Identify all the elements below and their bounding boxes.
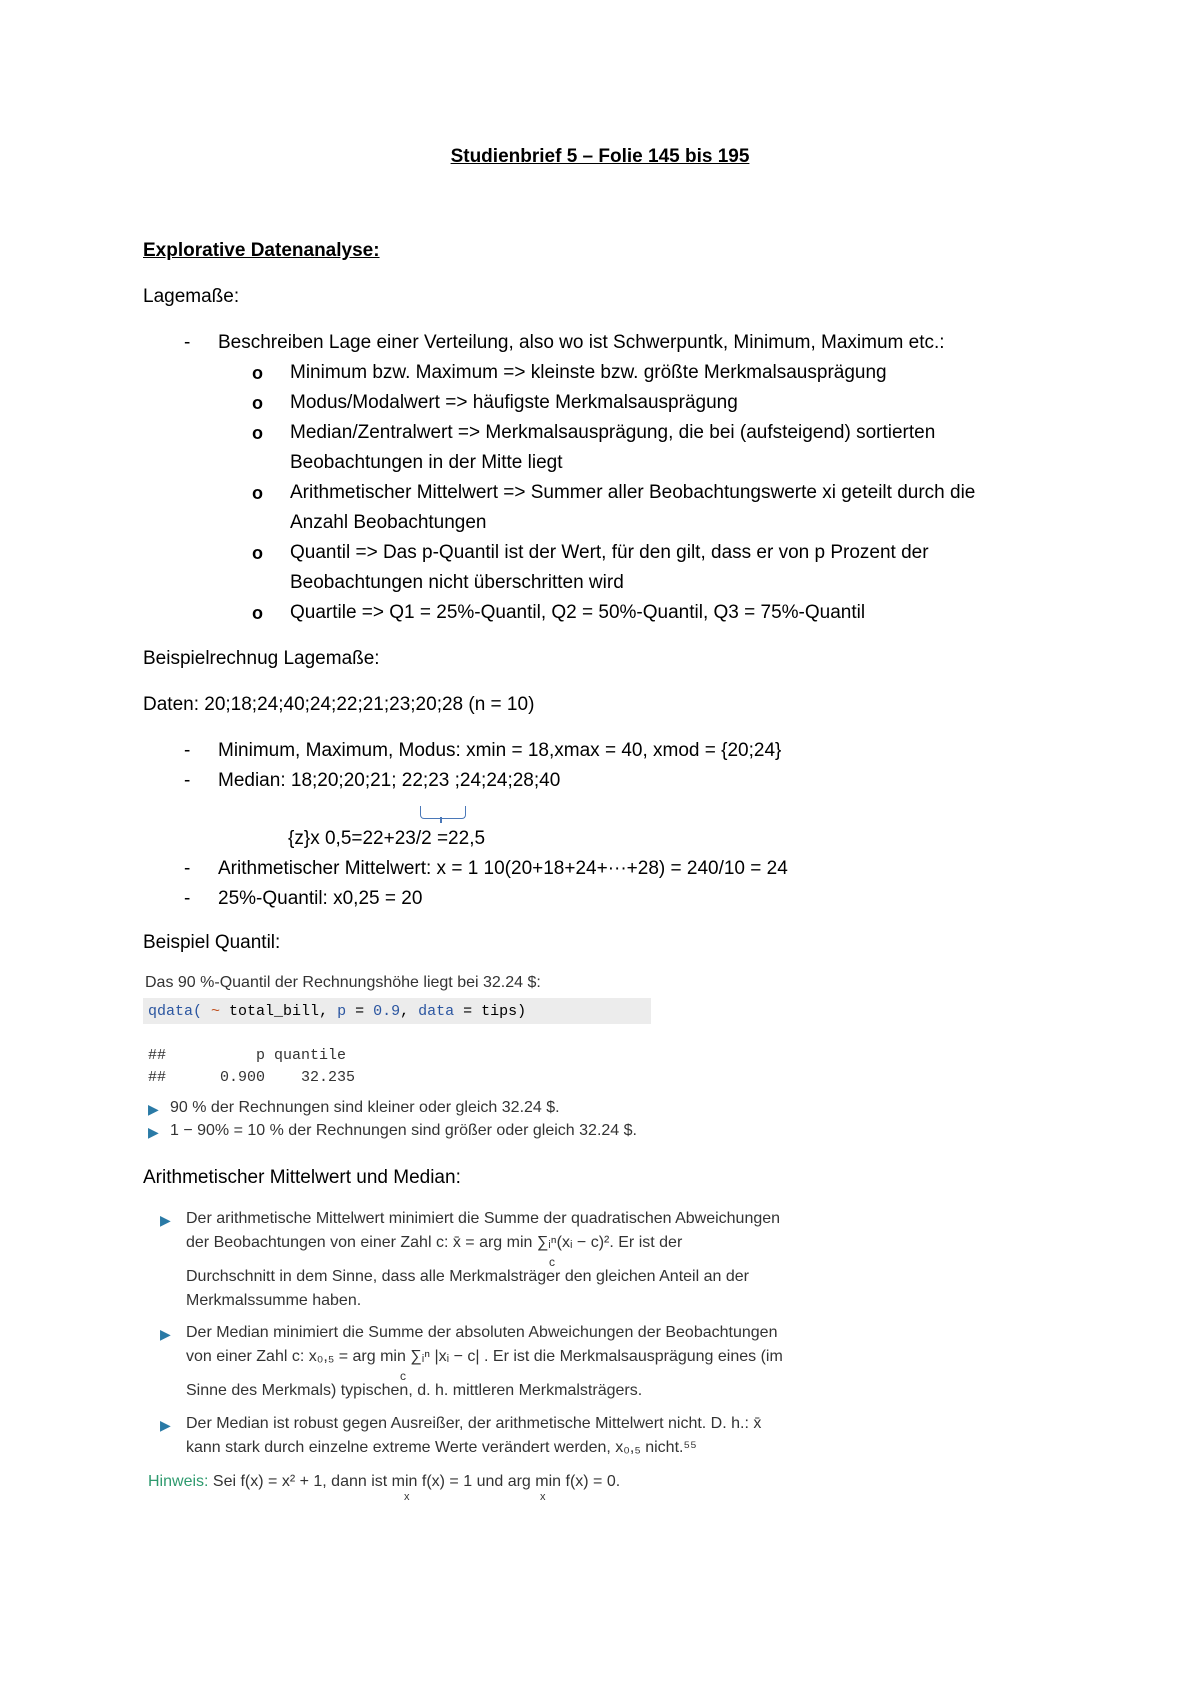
lagemasse-label: Lagemaße: (143, 286, 240, 307)
dash-bullet: - (184, 858, 191, 879)
o-bullet: o (252, 483, 263, 503)
code-comma: , (400, 1003, 419, 1020)
right-triangle-icon: ▶ (160, 1417, 171, 1433)
min-subscript: x (404, 1491, 410, 1503)
sub-bullet-text: Arithmetischer Mittelwert => Summer aller Beobachtungswerte xi geteilt durch die (290, 482, 976, 503)
calc-median: Median: 18;20;20;21; 22;23 ;24;24;28;40 (218, 770, 561, 791)
code-line (148, 1003, 526, 1020)
slide-bullet-line: Sinne des Merkmals) typischen, d. h. mittleren Merkmalsträgers. (186, 1382, 643, 1399)
o-bullet: o (252, 363, 263, 383)
quantil-intro: Das 90 %-Quantil der Rechnungshöhe liegt bei 32.24 $: (145, 974, 541, 991)
sub-bullet-continuation: Beobachtungen in der Mitte liegt (290, 452, 563, 473)
right-triangle-icon: ▶ (148, 1124, 159, 1140)
hinweis-text: Sei f(x) = x² + 1, dann ist min f(x) = 1 und arg min f(x) = 0. (208, 1473, 621, 1490)
code-arg: total_bill, (220, 1003, 338, 1020)
code-output-line: ## 0.900 32.235 (148, 1069, 356, 1086)
slide-bullet-line: Durchschnitt in dem Sinne, dass alle Merkmalsträger den gleichen Anteil an der (186, 1268, 749, 1285)
mittelwert-heading: Arithmetischer Mittelwert und Median: (143, 1167, 461, 1188)
argmin-subscript: c (400, 1369, 406, 1383)
code-tilde: ~ (211, 1003, 221, 1020)
median-formula: {z}x 0,5=22+23/2 =22,5 (288, 828, 486, 849)
page-title: Studienbrief 5 – Folie 145 bis 195 (450, 146, 750, 167)
quantil-bullet: 90 % der Rechnungen sind kleiner oder gleich 32.24 $. (170, 1099, 560, 1116)
code-data-val: tips) (481, 1003, 527, 1020)
code-p-val: 0.9 (373, 1003, 401, 1020)
code-eq: = (454, 1003, 482, 1020)
slide-bullet-line: Der arithmetische Mittelwert minimiert die Summe der quadratischen Abweichungen (186, 1210, 781, 1227)
sub-bullet-text: Modus/Modalwert => häufigste Merkmalsausprägung (290, 392, 738, 413)
sub-bullet-text: Minimum bzw. Maximum => kleinste bzw. größte Merkmalsausprägung (290, 362, 887, 383)
dash-bullet: - (184, 770, 191, 791)
right-triangle-icon: ▶ (148, 1101, 159, 1117)
hinweis-line (148, 1473, 620, 1491)
sub-bullet-text: Median/Zentralwert => Merkmalsausprägung, die bei (aufsteigend) sortierten (290, 422, 936, 443)
sub-bullet-continuation: Anzahl Beobachtungen (290, 512, 487, 533)
dash-bullet: - (184, 740, 191, 761)
sub-bullet-continuation: Beobachtungen nicht überschritten wird (290, 572, 624, 593)
slide-bullet-line: kann stark durch einzelne extreme Werte verändert werden, x₀,₅ nicht.⁵⁵ (186, 1439, 697, 1456)
beispiel-quantil-heading: Beispiel Quantil: (143, 932, 281, 953)
calc-quantil25: 25%-Quantil: x0,25 = 20 (218, 888, 423, 909)
slide-bullet-line: von einer Zahl c: x₀,₅ = arg min ∑ᵢⁿ |xᵢ − c| . Er ist die Merkmalsausprägung eines (im (186, 1348, 783, 1365)
main-bullet-text: Beschreiben Lage einer Verteilung, also wo ist Schwerpuntk, Minimum, Maximum etc.: (218, 332, 945, 353)
dash-bullet: - (184, 332, 191, 353)
calc-min-max: Minimum, Maximum, Modus: xmin = 18,xmax = 40, xmod = {20;24} (218, 740, 782, 761)
hinweis-label: Hinweis: (148, 1473, 209, 1490)
code-p-name: p (337, 1003, 347, 1020)
beispiel-heading: Beispielrechnug Lagemaße: (143, 648, 380, 669)
calc-mean: Arithmetischer Mittelwert: x = 1 10(20+18+24+···+28) = 240/10 = 24 (218, 858, 788, 879)
section-heading: Explorative Datenanalyse: (143, 240, 380, 261)
quantil-bullet: 1 − 90% = 10 % der Rechnungen sind größer oder gleich 32.24 $. (170, 1122, 637, 1139)
code-eq: = (346, 1003, 374, 1020)
sub-bullet-text: Quartile => Q1 = 25%-Quantil, Q2 = 50%-Quantil, Q3 = 75%-Quantil (290, 602, 866, 623)
slide-bullet-line: Merkmalssumme haben. (186, 1292, 362, 1309)
argmin-subscript: x (540, 1491, 546, 1503)
slide-bullet-line: Der Median ist robust gegen Ausreißer, der arithmetische Mittelwert nicht. D. h.: x̄ (186, 1415, 762, 1432)
o-bullet: o (252, 603, 263, 623)
argmin-subscript: c (549, 1255, 555, 1269)
sub-bullet-text: Quantil => Das p-Quantil ist der Wert, für den gilt, dass er von p Prozent der (290, 542, 929, 563)
right-triangle-icon: ▶ (160, 1212, 171, 1228)
code-output-line: ## p quantile (148, 1047, 347, 1064)
code-fn: qdata( (148, 1003, 203, 1020)
o-bullet: o (252, 393, 263, 413)
slide-bullet-line: der Beobachtungen von einer Zahl c: x̄ = arg min ∑ᵢⁿ(xᵢ − c)². Er ist der (186, 1234, 683, 1251)
right-triangle-icon: ▶ (160, 1326, 171, 1342)
underbrace-tip (440, 817, 442, 823)
slide-bullet-line: Der Median minimiert die Summe der absoluten Abweichungen der Beobachtungen (186, 1324, 778, 1341)
o-bullet: o (252, 543, 263, 563)
underbrace-icon (420, 806, 466, 819)
o-bullet: o (252, 423, 263, 443)
daten-line: Daten: 20;18;24;40;24;22;21;23;20;28 (n = 10) (143, 694, 535, 715)
dash-bullet: - (184, 888, 191, 909)
code-data-name: data (418, 1003, 455, 1020)
